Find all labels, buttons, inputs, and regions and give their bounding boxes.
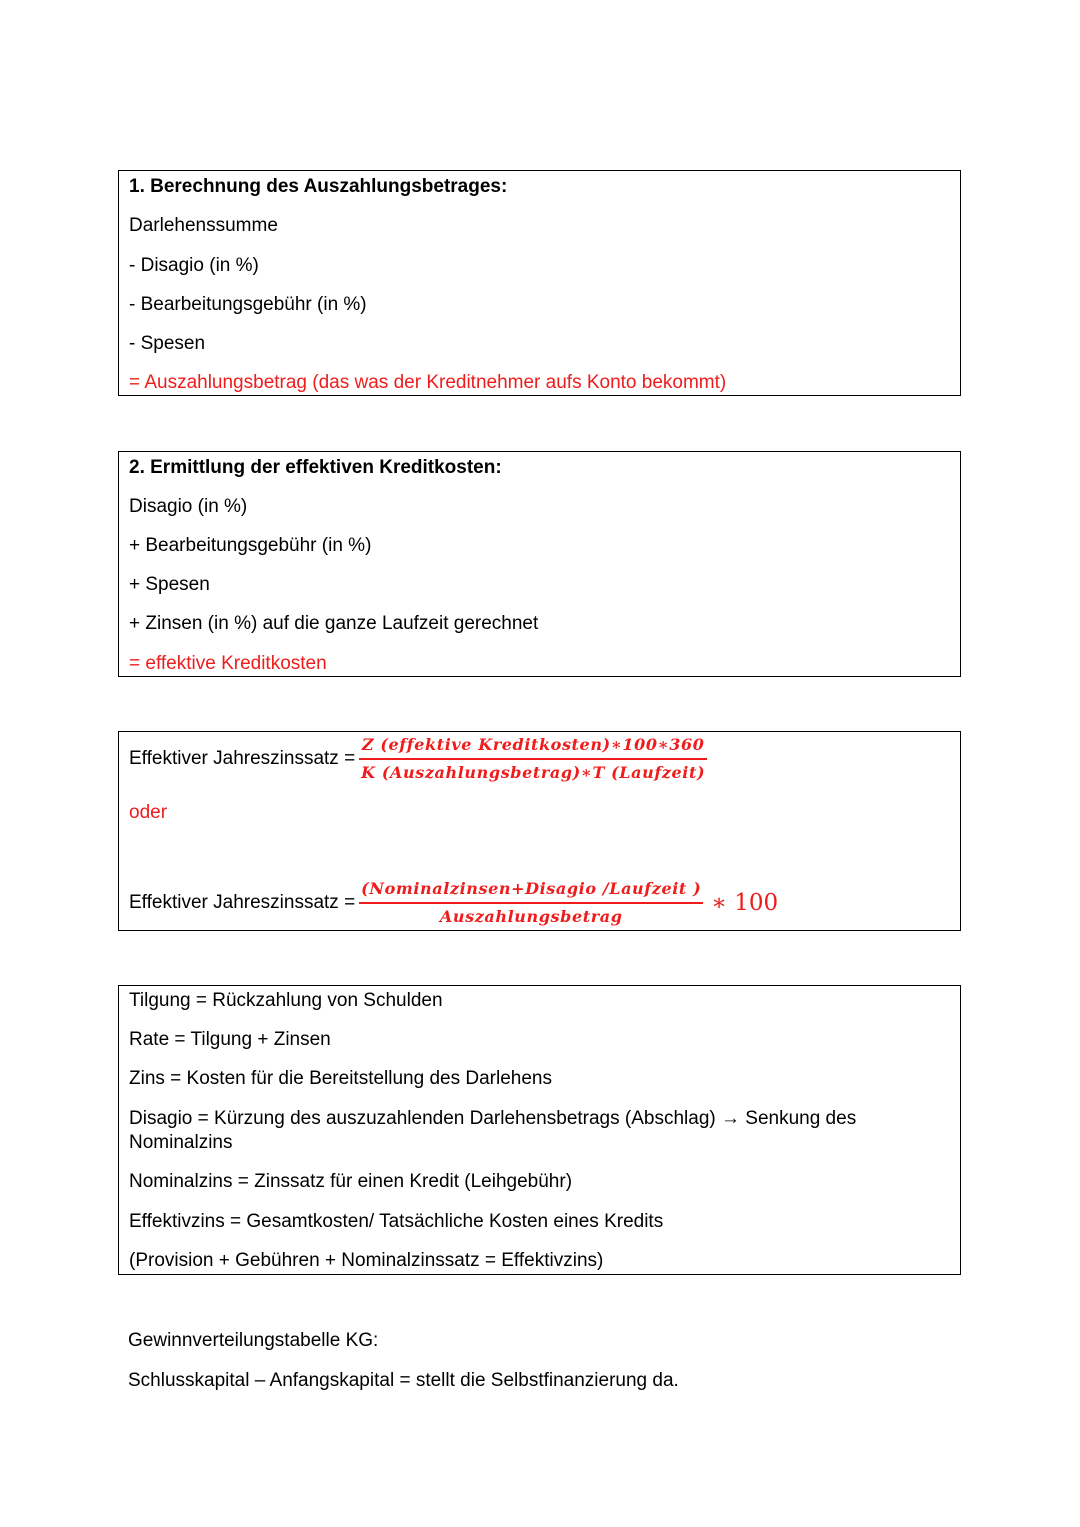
kreditkosten-box <box>118 451 961 677</box>
box2-title: 2. Ermittlung der effektiven Kreditkosten: <box>129 457 502 478</box>
formula-2-fraction <box>359 878 703 928</box>
formula-2 <box>129 878 778 928</box>
box2-line-zinsen: + Zinsen (in %) auf die ganze Laufzeit gerechnet <box>129 613 539 634</box>
definition-disagio: Disagio = Kürzung des auszuzahlenden Darlehensbetrags (Abschlag) → Senkung des Nominalzins <box>129 1108 857 1153</box>
box1-result: = Auszahlungsbetrag (das was der Kreditnehmer aufs Konto bekommt) <box>129 372 727 393</box>
definition-effektivzins-formel: (Provision + Gebühren + Nominalzinssatz = Effektivzins) <box>129 1250 604 1271</box>
definitionen-box <box>118 985 961 1275</box>
formula-1-numerator: Z (effektive Kreditkosten)∗100∗360 <box>361 735 705 754</box>
formula-1 <box>129 734 707 784</box>
box2-line-spesen: + Spesen <box>129 574 210 595</box>
box1-line-darlehenssumme: Darlehenssumme <box>129 215 278 236</box>
definition-nominalzins: Nominalzins = Zinssatz für einen Kredit (Leihgebühr) <box>129 1171 573 1192</box>
box1-title: 1. Berechnung des Auszahlungsbetrages: <box>129 176 508 197</box>
definition-tilgung: Tilgung = Rückzahlung von Schulden <box>129 990 443 1011</box>
gewinnverteilung-heading: Gewinnverteilungstabelle KG: <box>128 1330 379 1351</box>
selbstfinanzierung-text: Schlusskapital – Anfangskapital = stellt die Selbstfinanzierung da. <box>128 1370 679 1391</box>
box1-line-disagio: - Disagio (in %) <box>129 255 259 276</box>
box1-line-bearbeitungsgebuehr: - Bearbeitungsgebühr (in %) <box>129 294 367 315</box>
box1-line-spesen: - Spesen <box>129 333 206 354</box>
box2-line-disagio: Disagio (in %) <box>129 496 248 517</box>
formula-2-denominator: Auszahlungsbetrag <box>439 906 623 926</box>
definition-zins: Zins = Kosten für die Bereitstellung des Darlehens <box>129 1068 552 1089</box>
formula-1-fraction-bar <box>359 758 707 760</box>
formula-2-label: Effektiver Jahreszinssatz = <box>129 891 356 913</box>
box2-line-bearbeitungsgebuehr: + Bearbeitungsgebühr (in %) <box>129 535 372 556</box>
definition-rate: Rate = Tilgung + Zinsen <box>129 1029 331 1050</box>
box2-result: = effektive Kreditkosten <box>129 653 327 674</box>
formula-1-fraction <box>359 734 707 784</box>
formula-2-fraction-bar <box>359 902 703 904</box>
formula-1-label: Effektiver Jahreszinssatz = <box>129 747 356 769</box>
jahreszinssatz-box <box>118 731 961 931</box>
formula-2-numerator: (Nominalzinsen+Disagio /Laufzeit ) <box>361 879 702 898</box>
formula-2-multiplier: ∗ 100 <box>711 889 779 916</box>
formula-1-denominator: K (Auszahlungsbetrag)∗T (Laufzeit) <box>361 762 706 782</box>
auszahlungsbetrag-box <box>118 170 961 396</box>
oder-label: oder <box>129 802 168 823</box>
definition-effektivzins: Effektivzins = Gesamtkosten/ Tatsächliche Kosten eines Kredits <box>129 1211 664 1232</box>
